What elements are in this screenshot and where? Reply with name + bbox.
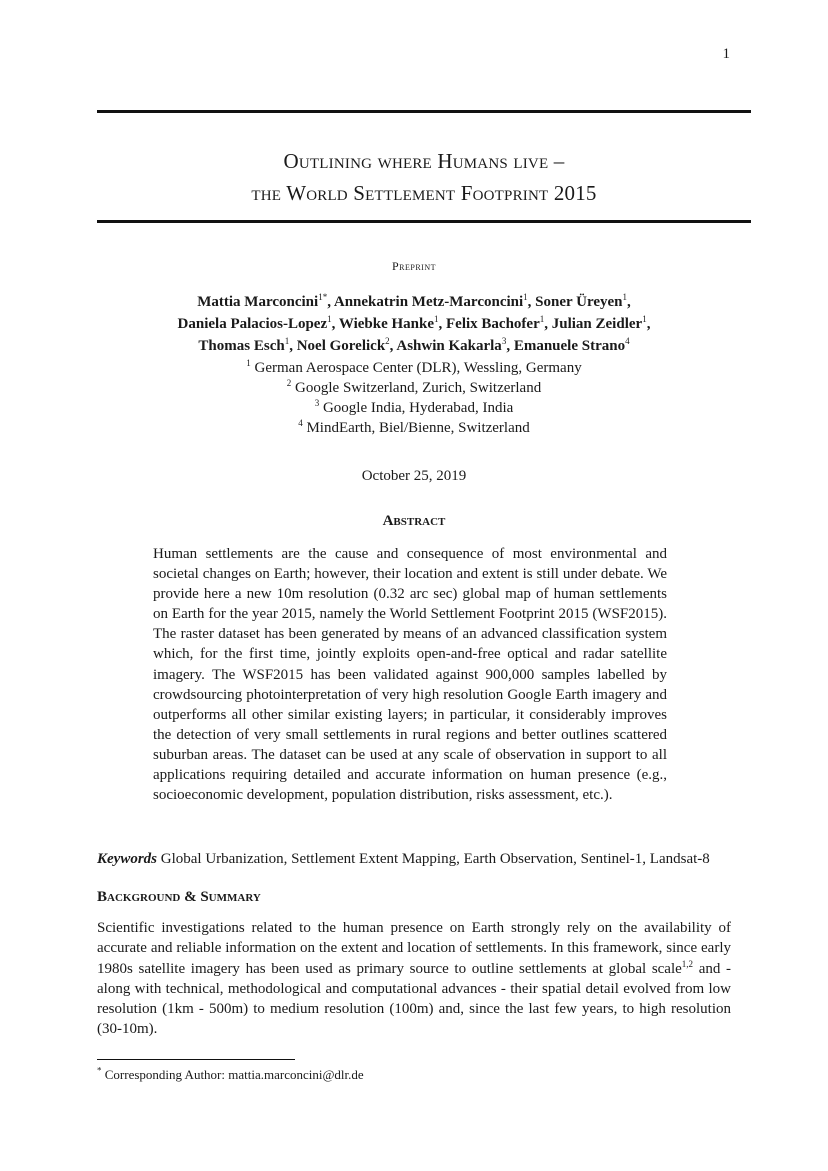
keywords-label: Keywords <box>97 851 157 867</box>
author-separator: , <box>506 338 514 354</box>
affiliation-item <box>120 358 708 378</box>
title-rule-top <box>97 110 751 113</box>
author-line-3 <box>120 335 708 357</box>
keywords-text: Global Urbanization, Settlement Extent Mapping, Earth Observation, Sentinel-1, Landsat-8 <box>157 851 710 867</box>
author-name: Julian Zeidler <box>551 316 643 332</box>
author-affil-marker: 1 <box>284 336 290 346</box>
keywords <box>97 849 751 869</box>
author-affil-marker: 1 <box>434 314 439 324</box>
author-separator: , <box>331 316 339 332</box>
publication-date: October 25, 2019 <box>361 468 467 484</box>
author-list <box>120 291 708 357</box>
author-separator: , <box>544 316 552 332</box>
author-affil-marker: 2 <box>385 336 390 346</box>
affiliation-item <box>120 418 708 438</box>
page-number: 1 <box>722 46 730 62</box>
affiliation-text: Google Switzerland, Zurich, Switzerland <box>295 380 542 396</box>
affiliation-text: MindEarth, Biel/Bienne, Switzerland <box>306 420 530 436</box>
author-affil-marker: 3 <box>501 336 507 346</box>
affiliation-text: Google India, Hyderabad, India <box>322 400 514 416</box>
author-name: Soner Üreyen <box>535 294 623 310</box>
author-separator: , <box>527 294 536 310</box>
author-separator: , <box>389 338 397 354</box>
footnote-rule <box>97 1059 295 1060</box>
affiliation-marker: 4 <box>298 418 303 428</box>
affiliation-marker: 1 <box>246 358 251 368</box>
section-heading-background: Background & Summary <box>97 889 261 905</box>
author-affil-marker: 1 <box>622 292 628 302</box>
author-separator: , <box>289 338 297 354</box>
background-paragraph <box>97 918 731 1040</box>
background-text-part-2: and - along with technical, methodological and computational advances - their spatial detail evolved from low resolution (1km - 500m) to medium resolution (100m) and, since the last few years, to high resolution (30-10m). <box>97 960 732 1038</box>
author-line-1 <box>120 291 708 313</box>
affiliation-item <box>120 378 708 398</box>
affiliation-text: German Aerospace Center (DLR), Wessling, Germany <box>254 360 582 376</box>
author-affil-marker: 1 <box>327 314 332 324</box>
footnote <box>97 1067 364 1083</box>
title-rule-bottom <box>97 220 751 223</box>
author-name: Mattia Marconcini <box>197 294 319 310</box>
background-text-part-1: Scientific investigations related to the human presence on Earth strongly rely on the availability of accurate and reliable information on the extent and location of settlements. In this framework, since early 1980s satellite imagery has been used as primary source to outline settlements at global scale <box>97 920 731 977</box>
preprint-label: Preprint <box>391 259 436 273</box>
title-line-1: Outlining where Humans live – <box>283 149 565 173</box>
abstract-heading: Abstract <box>382 513 446 529</box>
affiliation-item <box>120 398 708 418</box>
affiliation-marker: 3 <box>314 398 320 408</box>
author-name: Felix Bachofer <box>446 316 540 332</box>
author-affil-marker: 1 <box>642 314 647 324</box>
author-name: Emanuele Strano <box>513 338 626 354</box>
author-name: Annekatrin Metz-Marconcini <box>333 294 524 310</box>
footnote-text: Corresponding Author: mattia.marconcini@dlr.de <box>101 1067 364 1082</box>
author-line-2 <box>120 313 708 335</box>
author-affil-marker: 4 <box>625 336 630 346</box>
author-affil-marker: 1 <box>539 314 545 324</box>
author-name: Noel Gorelick <box>296 338 386 354</box>
paper-title <box>97 145 751 209</box>
footnote-marker: * <box>97 1065 102 1076</box>
author-separator: , <box>327 294 334 310</box>
affiliation-list <box>120 358 708 438</box>
author-separator: , <box>627 294 631 310</box>
author-name: Wiebke Hanke <box>338 316 435 332</box>
author-affil-marker: 1* <box>318 292 328 302</box>
author-separator: , <box>438 316 447 332</box>
author-name: Daniela Palacios-Lopez <box>177 316 328 332</box>
abstract-text: Human settlements are the cause and consequence of most environmental and societal changes on Earth; however, their location and extent is still under debate. We provide here a new 10m resolution (0.32 arc sec) global map of human settlements on Earth for the year 2015, namely the World Settlement Footprint 2015 (WSF2015). The raster dataset has been generated by means of an advanced classification system which, for the first time, jointly exploits open-and-free optical and radar satellite imagery. The WSF2015 has been validated against 900,000 samples labelled by crowdsourcing photointerpretation of very high resolution Google Earth imagery and outperforms all other similar existing layers; in particular, it considerably improves the detection of very small settlements in rural regions and better outlines scattered suburban areas. The dataset can be used at any scale of observation in support to all applications requiring detailed and accurate information on human presence (e.g., socioeconomic development, population distribution, risks assessment, etc.). <box>153 546 667 804</box>
citation-marker: 1,2 <box>681 958 694 969</box>
author-name: Thomas Esch <box>198 338 285 354</box>
title-line-2: the World Settlement Footprint 2015 <box>251 181 597 205</box>
author-affil-marker: 1 <box>523 292 528 302</box>
author-separator: , <box>646 316 651 332</box>
affiliation-marker: 2 <box>286 378 292 388</box>
author-name: Ashwin Kakarla <box>396 338 502 354</box>
